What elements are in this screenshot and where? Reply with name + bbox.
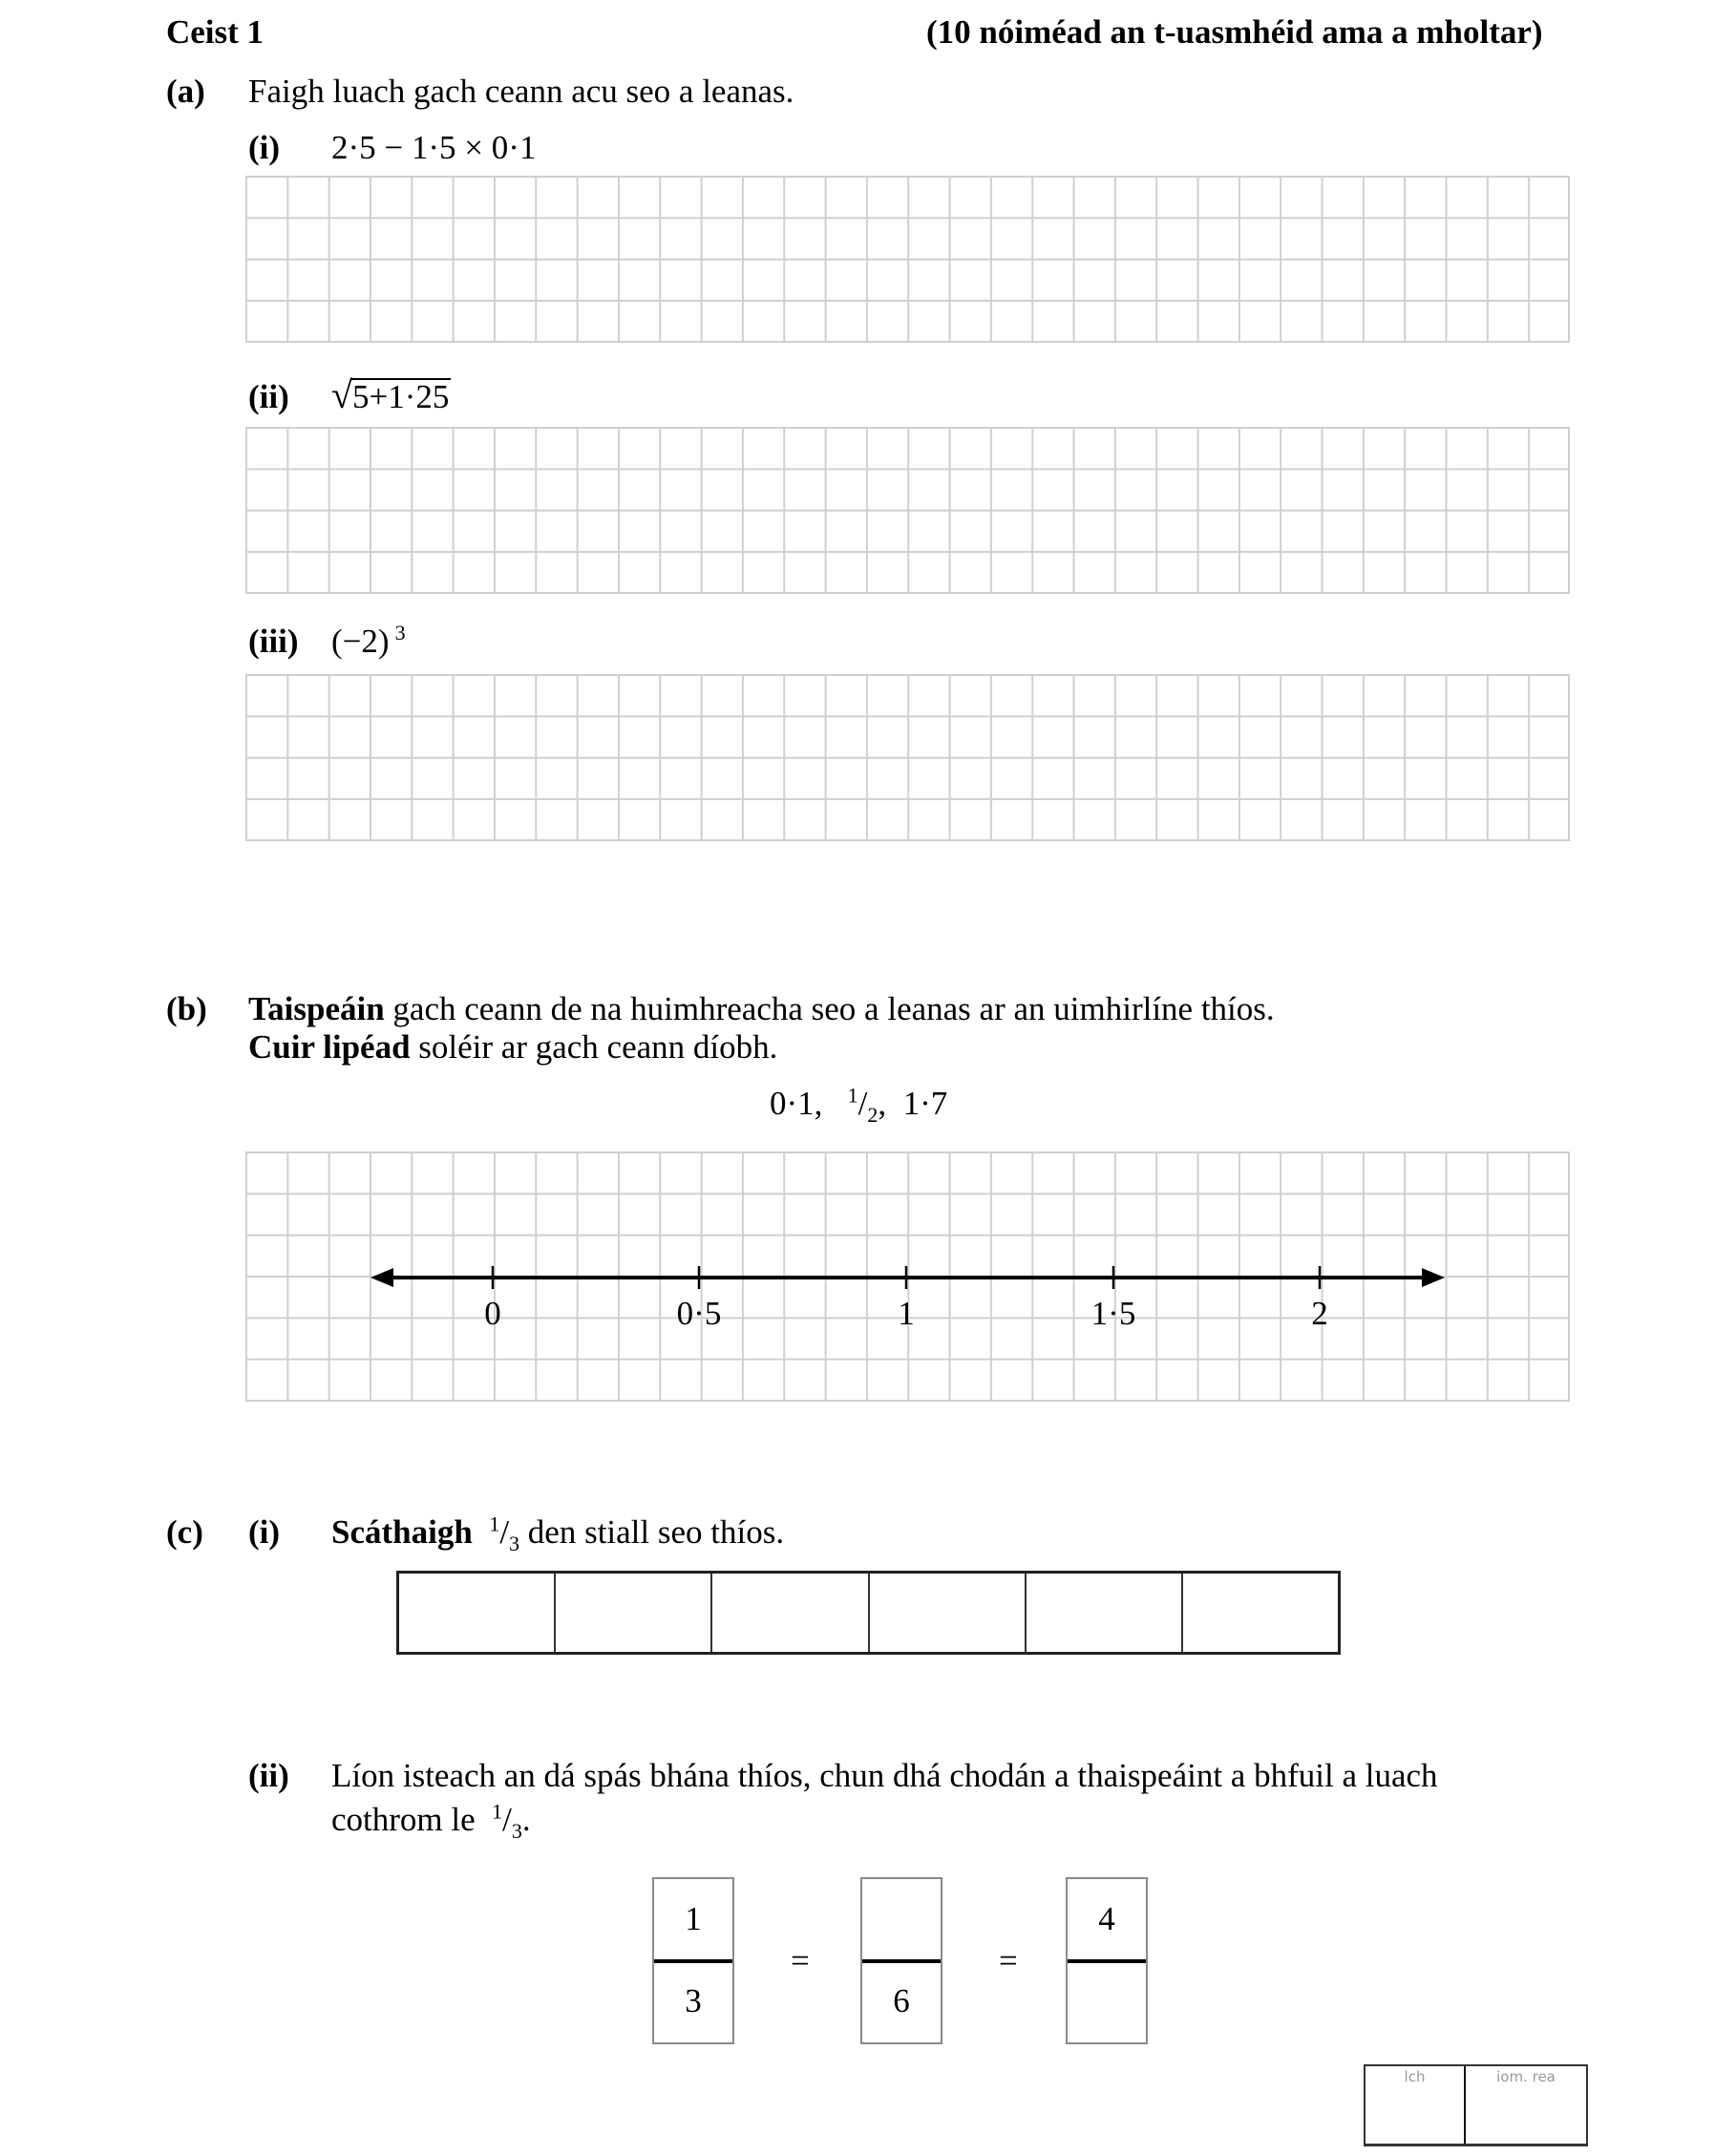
item-c-ii-line1: Líon isteach an dá spás bhána thíos, chun dhá chodán a thaispeáint a bhfuil a luach	[331, 1757, 1438, 1794]
radical-sign-icon: √	[331, 373, 352, 416]
third-numerator-2: 1	[492, 1799, 503, 1824]
fraction-3-denominator-blank[interactable]	[1068, 1982, 1146, 2040]
part-a-instruction: Faigh luach gach ceann acu seo a leanas.	[248, 73, 794, 110]
item-c-ii-line2	[331, 1799, 531, 1843]
item-a-i-label: (i)	[248, 129, 281, 166]
power-base: (−2)	[331, 623, 390, 660]
fraction-1-numerator: 1	[685, 1900, 702, 1937]
marking-box	[1364, 2064, 1588, 2146]
third-slash: /	[499, 1513, 510, 1551]
item-c-i-rest: den stiall seo thíos.	[527, 1513, 785, 1551]
number-1-7: 1·7	[902, 1085, 948, 1122]
equals-sign-1: =	[791, 1942, 810, 1979]
third-denominator-2: 3	[511, 1819, 522, 1843]
page-mark-label: lch	[1404, 2068, 1426, 2085]
radicand: 5+1·25	[352, 378, 450, 415]
total-mark-cell	[1466, 2066, 1586, 2144]
item-c-ii-line2-text: cothrom le	[331, 1801, 484, 1838]
right-arrow-icon	[1422, 1268, 1445, 1287]
item-c-ii-period: .	[521, 1801, 531, 1838]
half-separator: ,	[878, 1085, 887, 1122]
shade-keyword: Scáthaigh	[331, 1513, 473, 1551]
strip-cell[interactable]	[870, 1574, 1027, 1652]
part-b-label: (b)	[166, 990, 207, 1027]
shading-strip	[396, 1571, 1341, 1655]
part-b-line2-bold: Cuir lipéad	[248, 1028, 411, 1066]
fraction-box-2	[860, 1877, 942, 2044]
third-slash-2: /	[502, 1801, 512, 1838]
strip-cell[interactable]	[399, 1574, 556, 1652]
half-denominator: 2	[867, 1103, 879, 1127]
tick-label-0: 0	[484, 1295, 501, 1332]
number-0-1: 0·1,	[770, 1085, 823, 1122]
equals-sign-2: =	[999, 1942, 1018, 1979]
time-note: (10 nóiméad an t-uasmhéid ama a mholtar)	[926, 13, 1543, 51]
strip-cell[interactable]	[1027, 1574, 1183, 1652]
tick-label-0-5: 0·5	[676, 1295, 722, 1332]
half-numerator: 1	[847, 1083, 858, 1108]
item-c-i-label: (i)	[248, 1513, 281, 1551]
fraction-1-denominator: 3	[685, 1982, 702, 2019]
tick-label-1-5: 1·5	[1090, 1295, 1136, 1332]
power-exponent: 3	[394, 621, 406, 645]
left-arrow-icon	[370, 1268, 393, 1287]
part-b-line1-bold: Taispeáin	[248, 990, 385, 1027]
part-a-label: (a)	[166, 73, 205, 110]
third-numerator: 1	[489, 1511, 500, 1536]
question-title: Ceist 1	[166, 13, 265, 51]
tick-label-1: 1	[898, 1295, 915, 1332]
item-a-ii-label: (ii)	[248, 378, 289, 415]
strip-cell[interactable]	[712, 1574, 869, 1652]
part-c-label: (c)	[166, 1513, 203, 1551]
strip-cell[interactable]	[1183, 1574, 1338, 1652]
part-b-line2-rest: soléir ar gach ceann díobh.	[410, 1028, 778, 1066]
fraction-2-numerator-blank[interactable]	[862, 1900, 941, 1957]
fraction-bar	[1068, 1959, 1146, 1963]
item-c-i-instruction	[331, 1511, 785, 1555]
fraction-bar	[654, 1959, 732, 1963]
strip-cell[interactable]	[556, 1574, 712, 1652]
page-mark-cell	[1366, 2066, 1466, 2144]
fraction-2-denominator: 6	[893, 1982, 910, 2019]
fraction-bar	[862, 1959, 941, 1963]
item-c-ii-label: (ii)	[248, 1757, 289, 1794]
fraction-3-numerator: 4	[1098, 1900, 1115, 1937]
half-slash: /	[857, 1085, 868, 1122]
fraction-box-3	[1066, 1877, 1148, 2044]
third-denominator: 3	[509, 1532, 520, 1555]
tick-label-2: 2	[1311, 1295, 1328, 1332]
fraction-box-1	[652, 1877, 734, 2044]
item-a-i-expression: 2·5 − 1·5 × 0·1	[331, 129, 537, 166]
part-b-line1-rest: gach ceann de na huimhreacha seo a leanas ar an uimhirlíne thíos.	[384, 990, 1275, 1027]
total-mark-label: iom. rea	[1496, 2068, 1556, 2085]
item-a-iii-label: (iii)	[248, 623, 299, 660]
